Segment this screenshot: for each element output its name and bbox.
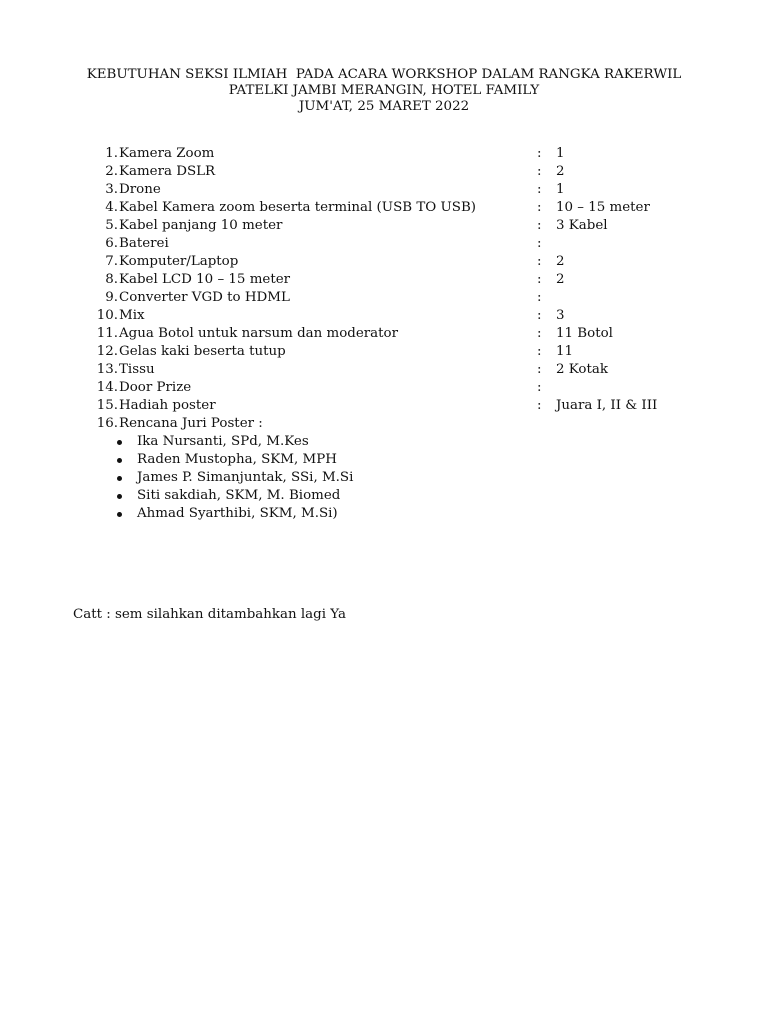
list-item — [0, 181, 768, 199]
list-item — [0, 199, 768, 217]
judge-item — [0, 451, 768, 469]
item-number: 5. — [105, 218, 118, 233]
judge-name: Ika Nursanti, SPd, M.Kes — [137, 434, 309, 449]
document-header — [0, 67, 768, 115]
list-item — [0, 145, 768, 163]
item-number: 15. — [96, 398, 118, 413]
item-label: Kabel LCD 10 – 15 meter — [119, 272, 291, 287]
item-colon: : — [537, 272, 542, 287]
item-colon: : — [537, 290, 542, 305]
item-number: 1. — [105, 146, 118, 161]
list-item — [0, 217, 768, 235]
item-value: 2 — [556, 272, 565, 287]
judge-item — [0, 505, 768, 523]
item-value: 10 – 15 meter — [556, 200, 650, 215]
judge-name: Raden Mustopha, SKM, MPH — [137, 452, 337, 467]
list-item — [0, 163, 768, 181]
list-item — [0, 325, 768, 343]
requirements-list — [0, 145, 768, 523]
item-colon: : — [537, 200, 542, 215]
item-label: Kamera Zoom — [119, 146, 215, 161]
item-number: 16. — [96, 416, 118, 431]
item-label: Baterei — [119, 236, 169, 251]
item-value: 3 Kabel — [556, 218, 608, 233]
item-value: 1 — [556, 182, 565, 197]
list-item — [0, 379, 768, 397]
item-number: 14. — [96, 380, 118, 395]
judge-item — [0, 469, 768, 487]
list-item — [0, 415, 768, 433]
item-value: 1 — [556, 146, 565, 161]
item-label: Gelas kaki beserta tutup — [119, 344, 286, 359]
item-label: Rencana Juri Poster : — [119, 416, 263, 431]
item-number: 4. — [105, 200, 118, 215]
item-colon: : — [537, 326, 542, 341]
item-colon: : — [537, 254, 542, 269]
item-value: Juara I, II & III — [556, 398, 658, 413]
item-number: 6. — [105, 236, 118, 251]
judge-name: James P. Simanjuntak, SSi, M.Si — [137, 470, 354, 485]
header-line-1: KEBUTUHAN SEKSI ILMIAH PADA ACARA WORKSHOP DALAM RANGKA RAKERWIL — [86, 67, 682, 82]
item-number: 11. — [96, 326, 118, 341]
item-colon: : — [537, 380, 542, 395]
item-label: Mix — [119, 308, 145, 323]
item-number: 12. — [96, 344, 118, 359]
list-item — [0, 253, 768, 271]
item-value: 11 — [556, 344, 574, 359]
item-value: 3 — [556, 308, 565, 323]
item-value: 11 Botol — [556, 326, 613, 341]
item-label: Kabel Kamera zoom beserta terminal (USB TO USB) — [119, 200, 477, 215]
item-colon: : — [537, 164, 542, 179]
item-label: Tissu — [119, 362, 155, 377]
list-item — [0, 289, 768, 307]
item-number: 3. — [105, 182, 118, 197]
footnote: Catt : sem silahkan ditambahkan lagi Ya — [73, 607, 347, 622]
item-colon: : — [537, 218, 542, 233]
item-colon: : — [537, 236, 542, 251]
item-number: 9. — [105, 290, 118, 305]
judge-item — [0, 487, 768, 505]
item-colon: : — [537, 308, 542, 323]
item-value: 2 Kotak — [556, 362, 608, 377]
bullet-icon — [117, 494, 122, 499]
item-colon: : — [537, 182, 542, 197]
list-item — [0, 343, 768, 361]
item-label: Agua Botol untuk narsum dan moderator — [119, 326, 398, 341]
item-number: 2. — [105, 164, 118, 179]
item-colon: : — [537, 344, 542, 359]
item-label: Komputer/Laptop — [119, 254, 239, 269]
list-item — [0, 271, 768, 289]
header-line-2: PATELKI JAMBI MERANGIN, HOTEL FAMILY — [228, 83, 540, 98]
item-label: Hadiah poster — [119, 398, 216, 413]
item-colon: : — [537, 146, 542, 161]
bullet-icon — [117, 512, 122, 517]
bullet-icon — [117, 476, 122, 481]
item-label: Door Prize — [119, 380, 192, 395]
item-number: 7. — [105, 254, 118, 269]
item-colon: : — [537, 362, 542, 377]
bullet-icon — [117, 458, 122, 463]
item-number: 8. — [105, 272, 118, 287]
list-item — [0, 307, 768, 325]
item-colon: : — [537, 398, 542, 413]
item-value: 2 — [556, 254, 565, 269]
item-label: Kamera DSLR — [119, 164, 216, 179]
item-label: Drone — [119, 182, 161, 197]
list-item — [0, 361, 768, 379]
list-item — [0, 235, 768, 253]
item-number: 13. — [96, 362, 118, 377]
bullet-icon — [117, 440, 122, 445]
item-value: 2 — [556, 164, 565, 179]
judge-name: Siti sakdiah, SKM, M. Biomed — [137, 488, 341, 503]
header-line-3: JUM'AT, 25 MARET 2022 — [298, 99, 470, 114]
list-item — [0, 397, 768, 415]
judge-name: Ahmad Syarthibi, SKM, M.Si) — [137, 506, 338, 521]
item-number: 10. — [96, 308, 118, 323]
item-label: Converter VGD to HDML — [119, 290, 290, 305]
item-label: Kabel panjang 10 meter — [119, 218, 283, 233]
judge-item — [0, 433, 768, 451]
